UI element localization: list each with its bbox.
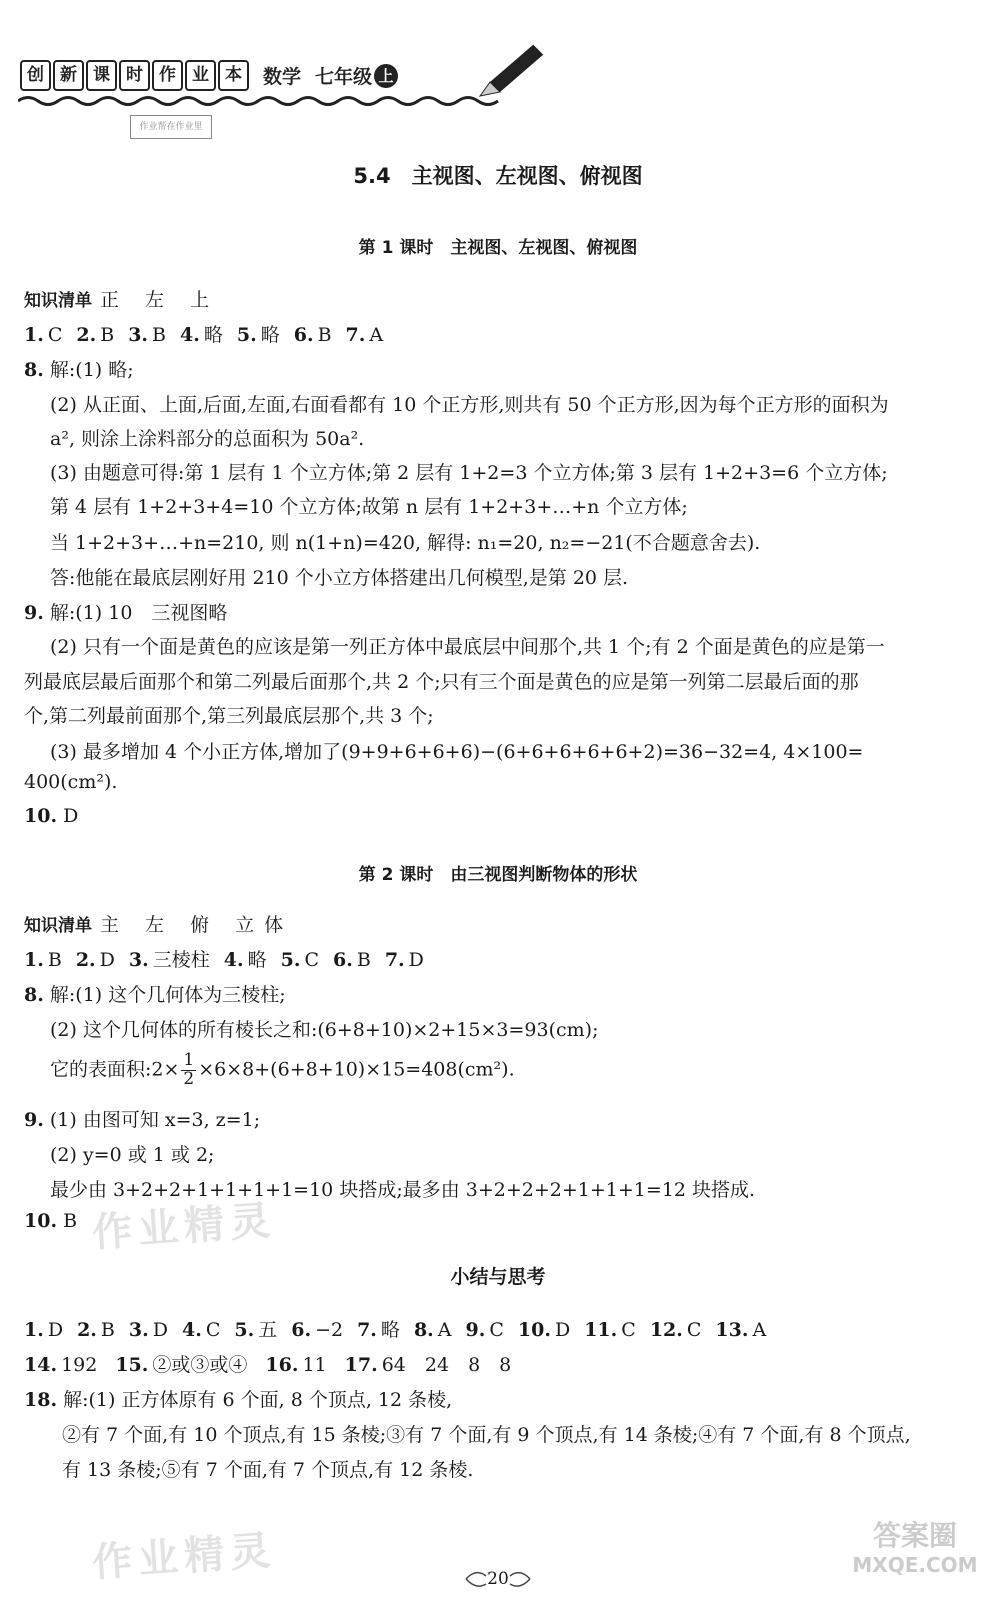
answer-item — [128, 324, 166, 346]
answer-value: C — [489, 1319, 504, 1341]
answer-item — [224, 949, 267, 971]
answer-value: B — [100, 324, 115, 346]
watermark-logo-top: 答案圈 — [872, 1519, 958, 1552]
q9-part2-line2: 列最底层最后面那个和第二列最后面那个,共 2 个;只有三个面是黄色的应是第一列第二层最后面的那 — [24, 671, 859, 693]
knowledge-values: 正 左 上 — [100, 289, 220, 311]
brand-char: 课 — [86, 60, 117, 91]
l2-q8-part3: 它的表面积:2× $\frac{1}{2}$ ×6×8+(6+8+10)×15=408(cm²). — [50, 1050, 515, 1089]
answer-item — [129, 1319, 168, 1341]
q18-line3: 有 13 条棱;⑤有 7 个面,有 7 个顶点,有 12 条棱. — [62, 1459, 474, 1481]
answer-item — [76, 324, 114, 346]
subject-label: 数学 — [263, 66, 302, 88]
q9-lead: 9. 解:(1) 10 三视图略 — [24, 602, 228, 624]
answer-item — [333, 949, 371, 971]
answer-number: 1. — [24, 949, 44, 971]
brand-char: 本 — [218, 60, 249, 91]
brand-char: 新 — [53, 60, 84, 91]
watermark-text: 作业精灵 — [90, 1527, 278, 1587]
answer-number: 15. — [115, 1354, 149, 1376]
answer-number: 11. — [584, 1319, 618, 1341]
answer-value: B — [100, 1319, 115, 1341]
decorative-wave-line — [18, 94, 508, 108]
q10-answer: 10. D — [24, 805, 79, 827]
answer-value: 192 — [61, 1354, 98, 1376]
stamp-image: 作业帮在作业里 — [130, 115, 212, 139]
l2-q9-part3: 最少由 3+2+2+1+1+1+1=10 块搭成;最多由 3+2+2+2+1+1+1=12 块搭成. — [50, 1179, 756, 1201]
answer-item — [385, 949, 424, 971]
q8-part2-line1: (2) 从正面、上面,后面,左面,右面看都有 10 个正方形,则共有 50 个正方形,因为每个正方形的面积为 — [50, 394, 889, 416]
answer-number: 6. — [291, 1319, 312, 1341]
q9-part3-line2: 400(cm²). — [24, 771, 118, 793]
answer-value: C — [304, 949, 319, 971]
answer-value: 五 — [258, 1319, 278, 1341]
fraction: $\frac{1}{2}$ — [183, 1050, 195, 1089]
watermark-logo-bottom: MXQE.COM — [852, 1553, 978, 1577]
answer-number: 13. — [715, 1319, 749, 1341]
answer-value: D — [554, 1319, 571, 1341]
summary-answer-row-2 — [24, 1350, 529, 1377]
watermark-text: 作业精灵 — [90, 1197, 278, 1257]
answer-value: 略 — [380, 1319, 400, 1341]
brand-char: 作 — [152, 60, 183, 91]
l2-q9-lead: 9. (1) 由图可知 x=3, z=1; — [24, 1109, 261, 1131]
knowledge-label: 知识清单 — [24, 916, 92, 936]
answer-row-lesson1 — [24, 320, 397, 347]
answer-item — [291, 1319, 343, 1341]
knowledge-list-2 — [24, 910, 293, 937]
l2-q10-answer: 10. B — [24, 1210, 78, 1232]
answer-value: C — [47, 324, 63, 346]
answer-number: 17. — [344, 1354, 378, 1376]
answer-item — [237, 324, 280, 346]
section-title: 5.4 主视图、左视图、俯视图 — [353, 164, 643, 188]
answer-item — [24, 949, 62, 971]
answer-number: 5. — [236, 324, 257, 346]
answer-value: B — [47, 949, 62, 971]
answer-value: A — [437, 1319, 452, 1341]
answer-value: 略 — [203, 324, 223, 346]
page-number: 20 — [462, 1564, 534, 1594]
answer-number: 7. — [357, 1319, 377, 1341]
answer-item — [518, 1319, 570, 1341]
q18-line2: ②有 7 个面,有 10 个顶点,有 15 条棱;③有 7 个面,有 9 个顶点,有 14 条棱;④有 7 个面,有 8 个顶点, — [62, 1424, 911, 1446]
answer-item — [357, 1319, 400, 1341]
answer-item — [24, 324, 62, 346]
answer-item — [650, 1319, 702, 1341]
answer-number: 7. — [345, 324, 366, 346]
answer-value: ②或③或④ — [152, 1354, 248, 1376]
answer-item — [414, 1319, 452, 1341]
answer-item — [345, 1354, 512, 1376]
answer-number: 2. — [75, 949, 96, 971]
summary-answer-row-1 — [24, 1315, 780, 1342]
answer-item — [129, 949, 210, 971]
answer-number: 1. — [24, 324, 44, 346]
answer-value: A — [752, 1319, 767, 1341]
answer-value: C — [205, 1319, 221, 1341]
answer-item — [346, 324, 384, 346]
answer-value: 略 — [260, 324, 280, 346]
answer-value: A — [369, 324, 384, 346]
answer-value: B — [356, 949, 371, 971]
answer-number: 1. — [24, 1319, 44, 1341]
answer-value: B — [152, 324, 167, 346]
answer-value: D — [152, 1319, 168, 1341]
answer-value: D — [47, 1319, 64, 1341]
knowledge-label: 知识清单 — [24, 291, 92, 311]
answer-value: C — [686, 1319, 702, 1341]
knowledge-list-1 — [24, 285, 219, 312]
answer-number: 8. — [413, 1319, 434, 1341]
answer-value: 略 — [247, 949, 267, 971]
answer-number: 12. — [649, 1319, 683, 1341]
q9-part3-line1: (3) 最多增加 4 个小正方体,增加了(9+9+6+6+6)−(6+6+6+6+6+2)=36−32=4, 4×100= — [50, 741, 864, 763]
answer-value: 64 24 8 8 — [381, 1354, 512, 1376]
answer-number: 2. — [76, 324, 97, 346]
q8-part3-line1: (3) 由题意可得:第 1 层有 1 个立方体;第 2 层有 1+2=3 个立方体;第 3 层有 1+2+3=6 个立方体; — [50, 462, 888, 484]
brand-char: 创 — [20, 60, 51, 91]
answer-number: 3. — [128, 1319, 149, 1341]
answer-item — [77, 1319, 115, 1341]
page-header — [0, 0, 996, 160]
answer-number: 9. — [465, 1319, 486, 1341]
q8-lead: 8. 解:(1) 略; — [24, 359, 134, 381]
volume-badge: 上 — [374, 64, 398, 88]
answer-item — [24, 1354, 97, 1376]
answer-number: 5. — [280, 949, 301, 971]
q8-part3-line3: 当 1+2+3+…+n=210, 则 n(1+n)=420, 解得: n₁=20, n₂=−21(不合题意舍去). — [50, 532, 761, 554]
answer-item — [281, 949, 319, 971]
knowledge-values: 主 左 俯 立体 — [100, 914, 294, 936]
q8-part3-line2: 第 4 层有 1+2+3+4=10 个立方体;故第 n 层有 1+2+3+…+n 个立方体; — [50, 496, 688, 518]
answer-number: 6. — [293, 324, 314, 346]
answer-item — [234, 1319, 277, 1341]
q9-part2-line1: (2) 只有一个面是黄色的应该是第一列正方体中最底层中间那个,共 1 个;有 2 个面是黄色的应是第一 — [50, 636, 885, 658]
answer-value: C — [621, 1319, 636, 1341]
answer-item — [294, 324, 332, 346]
brand-logo — [20, 60, 398, 91]
answer-number: 7. — [384, 949, 405, 971]
answer-item — [76, 949, 115, 971]
watermark-logo-icon — [840, 1510, 990, 1580]
lesson-1-title: 第 1 课时 主视图、左视图、俯视图 — [358, 238, 638, 258]
answer-value: 三棱柱 — [152, 949, 210, 971]
brand-char: 时 — [119, 60, 150, 91]
answer-item — [584, 1319, 636, 1341]
answer-item — [466, 1319, 504, 1341]
l2-q8-lead: 8. 解:(1) 这个几何体为三棱柱; — [24, 984, 286, 1006]
answer-number: 14. — [24, 1354, 58, 1376]
answer-number: 4. — [180, 324, 200, 346]
q8-answer: 答:他能在最底层刚好用 210 个小立方体搭建出几何模型,是第 20 层. — [50, 567, 629, 589]
answer-row-lesson2 — [24, 945, 438, 972]
answer-item — [265, 1354, 326, 1376]
answer-value: D — [408, 949, 424, 971]
answer-number: 4. — [181, 1319, 202, 1341]
answer-number: 4. — [223, 949, 244, 971]
answer-number: 16. — [265, 1354, 299, 1376]
brand-char: 业 — [185, 60, 216, 91]
answer-number: 3. — [128, 324, 149, 346]
q18-lead: 18. 解:(1) 正方体原有 6 个面, 8 个顶点, 12 条棱, — [24, 1389, 453, 1411]
pencil-icon — [470, 38, 550, 102]
l2-q9-part2: (2) y=0 或 1 或 2; — [50, 1144, 215, 1166]
answer-number: 10. — [517, 1319, 551, 1341]
answer-value: B — [317, 324, 332, 346]
answer-item — [24, 1319, 63, 1341]
answer-value: D — [99, 949, 115, 971]
l2-q8-part2: (2) 这个几何体的所有棱长之和:(6+8+10)×2+15×3=93(cm); — [50, 1019, 599, 1041]
q8-part2-line2: a², 则涂上涂料部分的总面积为 50a². — [50, 428, 365, 450]
answer-value: 11 — [302, 1354, 327, 1376]
grade-label: 七年级 — [315, 66, 373, 88]
summary-title: 小结与思考 — [450, 1266, 546, 1288]
answer-number: 3. — [128, 949, 149, 971]
lesson-2-title: 第 2 课时 由三视图判断物体的形状 — [358, 865, 638, 885]
answer-number: 5. — [234, 1319, 255, 1341]
answer-item — [180, 324, 223, 346]
answer-item — [715, 1319, 766, 1341]
answer-number: 2. — [77, 1319, 97, 1341]
q9-part2-line3: 个,第二列最前面那个,第三列最底层那个,共 3 个; — [24, 705, 434, 727]
answer-value: −2 — [315, 1319, 344, 1341]
answer-item — [182, 1319, 220, 1341]
answer-number: 6. — [333, 949, 353, 971]
answer-item — [115, 1354, 247, 1376]
